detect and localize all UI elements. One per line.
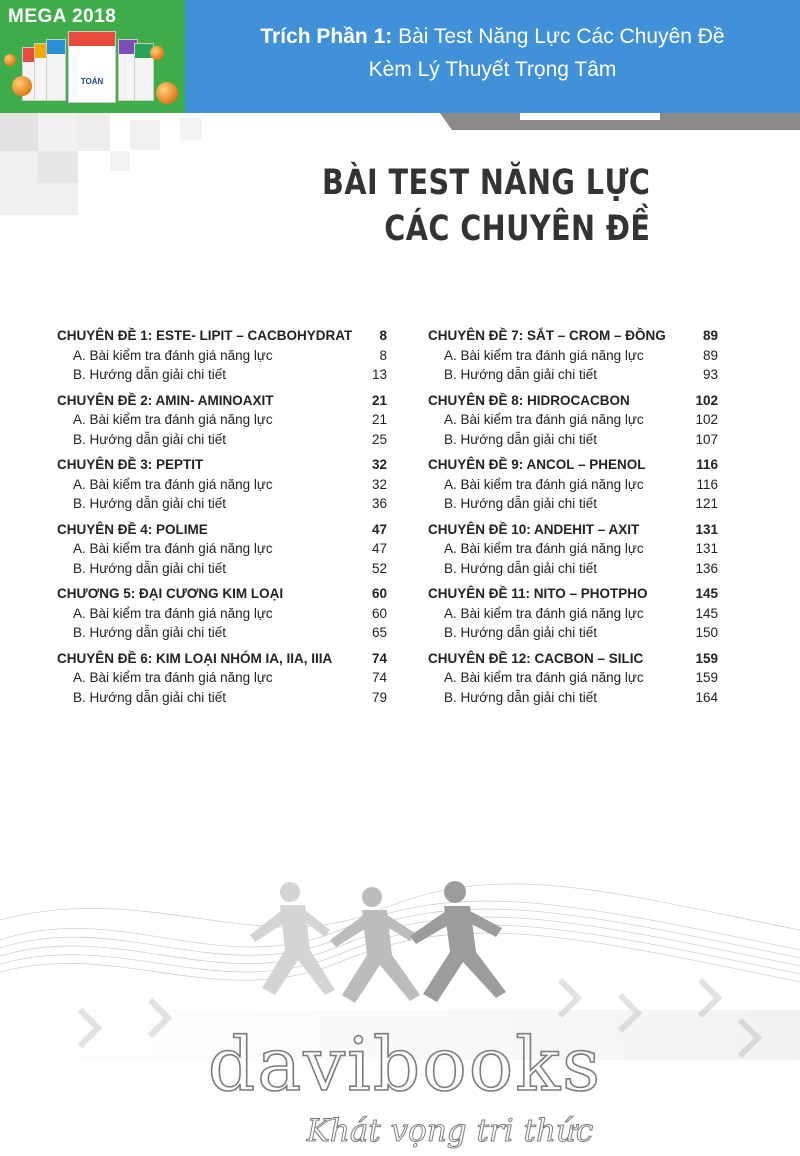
toc-subitem[interactable]: A. Bài kiểm tra đánh giá năng lực 89 xyxy=(444,347,718,363)
toc-section xyxy=(428,391,718,450)
decor-orb-icon xyxy=(156,82,178,104)
toc-left-column xyxy=(57,326,387,713)
decor-square xyxy=(130,120,160,150)
toc-subitem[interactable]: A. Bài kiểm tra đánh giá năng lực 116 xyxy=(444,476,718,492)
decor-square xyxy=(180,118,202,140)
toc-section xyxy=(428,326,718,385)
toc-subitem[interactable]: A. Bài kiểm tra đánh giá năng lực 8 xyxy=(73,347,387,363)
page-title xyxy=(322,160,650,252)
header-line-1 xyxy=(185,25,800,49)
toc-right-column xyxy=(428,326,718,713)
decor-square xyxy=(110,151,130,171)
toc-subitem[interactable]: B. Hướng dẫn giải chi tiết 25 xyxy=(73,431,387,447)
decor-orb-icon xyxy=(12,76,32,96)
toc-heading[interactable]: CHUYÊN ĐỀ 8: HIDROCACBON 102 xyxy=(428,392,718,408)
toc-heading[interactable]: CHUYÊN ĐỀ 2: AMIN- AMINOAXIT 21 xyxy=(57,392,387,408)
toc-subitem[interactable]: B. Hướng dẫn giải chi tiết 65 xyxy=(73,625,387,640)
runner-silhouettes xyxy=(250,881,506,1003)
toc-heading[interactable]: CHUYÊN ĐỀ 1: ESTE- LIPIT – CACBOHYDRAT 8 xyxy=(57,328,387,343)
toc-subitem[interactable]: B. Hướng dẫn giải chi tiết 93 xyxy=(444,367,718,382)
toc-heading[interactable]: CHUYÊN ĐỀ 4: POLIME 47 xyxy=(57,521,387,537)
toc-heading[interactable]: CHUYÊN ĐỀ 10: ANDEHIT – AXIT 131 xyxy=(428,521,718,537)
header-banner xyxy=(185,0,800,113)
toc-heading[interactable]: CHUYÊN ĐỀ 12: CACBON – SILIC 159 xyxy=(428,650,718,666)
toc-subitem[interactable]: B. Hướng dẫn giải chi tiết 107 xyxy=(444,431,718,447)
decor-square xyxy=(38,151,78,183)
toc-subitem[interactable]: A. Bài kiểm tra đánh giá năng lực 32 xyxy=(73,476,387,492)
toc-subitem[interactable]: A. Bài kiểm tra đánh giá năng lực 145 xyxy=(444,605,718,621)
book-cover-image xyxy=(68,31,116,103)
toc-subitem[interactable]: A. Bài kiểm tra đánh giá năng lực 74 xyxy=(73,670,387,685)
toc-section xyxy=(57,391,387,450)
page-title-line-2: CÁC CHUYÊN ĐỀ xyxy=(383,209,650,249)
book-cover-word: TOÁN xyxy=(80,77,104,86)
brand-logo-text: davibooks xyxy=(207,1022,603,1108)
header-line-1-rest: Bài Test Năng Lực Các Chuyên Đề xyxy=(392,25,725,48)
toc-subitem[interactable]: A. Bài kiểm tra đánh giá năng lực 47 xyxy=(73,541,387,556)
header-line-1-prefix: Trích Phần 1: xyxy=(260,25,393,48)
toc-subitem[interactable]: B. Hướng dẫn giải chi tiết 136 xyxy=(444,560,718,576)
toc-subitem[interactable]: A. Bài kiểm tra đánh giá năng lực 159 xyxy=(444,670,718,685)
toc-subitem[interactable]: A. Bài kiểm tra đánh giá năng lực 21 xyxy=(73,412,387,427)
toc-section xyxy=(428,584,718,643)
decor-square xyxy=(78,113,110,151)
toc-subitem[interactable]: B. Hướng dẫn giải chi tiết 164 xyxy=(444,689,718,705)
toc-section xyxy=(57,649,387,708)
toc-heading[interactable]: CHUYÊN ĐỀ 7: SẮT – CROM – ĐỒNG 89 xyxy=(428,328,718,343)
toc-subitem[interactable]: A. Bài kiểm tra đánh giá năng lực 60 xyxy=(73,605,387,621)
toc-section xyxy=(57,584,387,643)
toc-subitem[interactable]: B. Hướng dẫn giải chi tiết 79 xyxy=(73,689,387,705)
toc-subitem[interactable]: B. Hướng dẫn giải chi tiết 121 xyxy=(444,496,718,511)
toc-subitem[interactable]: B. Hướng dẫn giải chi tiết 52 xyxy=(73,560,387,576)
toc-subitem[interactable]: B. Hướng dẫn giải chi tiết 150 xyxy=(444,625,718,640)
toc-section xyxy=(428,520,718,579)
toc-subitem[interactable]: A. Bài kiểm tra đánh giá năng lực 131 xyxy=(444,541,718,556)
decor-square xyxy=(0,113,38,151)
series-label: MEGA 2018 xyxy=(8,6,117,27)
toc-heading[interactable]: CHUYÊN ĐỀ 9: ANCOL – PHENOL 116 xyxy=(428,457,718,472)
toc-subitem[interactable]: B. Hướng dẫn giải chi tiết 13 xyxy=(73,367,387,382)
toc-section xyxy=(57,520,387,579)
toc-section xyxy=(57,326,387,385)
book-cover-image xyxy=(46,39,66,101)
toc-subitem[interactable]: B. Hướng dẫn giải chi tiết 36 xyxy=(73,496,387,511)
toc-heading[interactable]: CHUYÊN ĐỀ 11: NITO – PHOTPHO 145 xyxy=(428,586,718,601)
decor-orb-icon xyxy=(4,54,16,66)
toc-heading[interactable]: CHUYÊN ĐỀ 3: PEPTIT 32 xyxy=(57,457,387,472)
toc-heading[interactable]: CHƯƠNG 5: ĐẠI CƯƠNG KIM LOẠI 60 xyxy=(57,586,387,601)
toc-section xyxy=(428,455,718,514)
toc-heading[interactable]: CHUYÊN ĐỀ 6: KIM LOẠI NHÓM IA, IIA, IIIA 74 xyxy=(57,650,387,666)
page-title-line-1: BÀI TEST NĂNG LỰC xyxy=(321,163,650,203)
toc-section xyxy=(428,649,718,708)
header-line-2: Kèm Lý Thuyết Trọng Tâm xyxy=(368,58,617,81)
series-badge xyxy=(0,0,185,113)
decor-orb-icon xyxy=(150,46,164,60)
toc-section xyxy=(57,455,387,514)
toc-subitem[interactable]: A. Bài kiểm tra đánh giá năng lực 102 xyxy=(444,412,718,427)
brand-slogan: Khát vọng tri thức xyxy=(306,1113,594,1149)
